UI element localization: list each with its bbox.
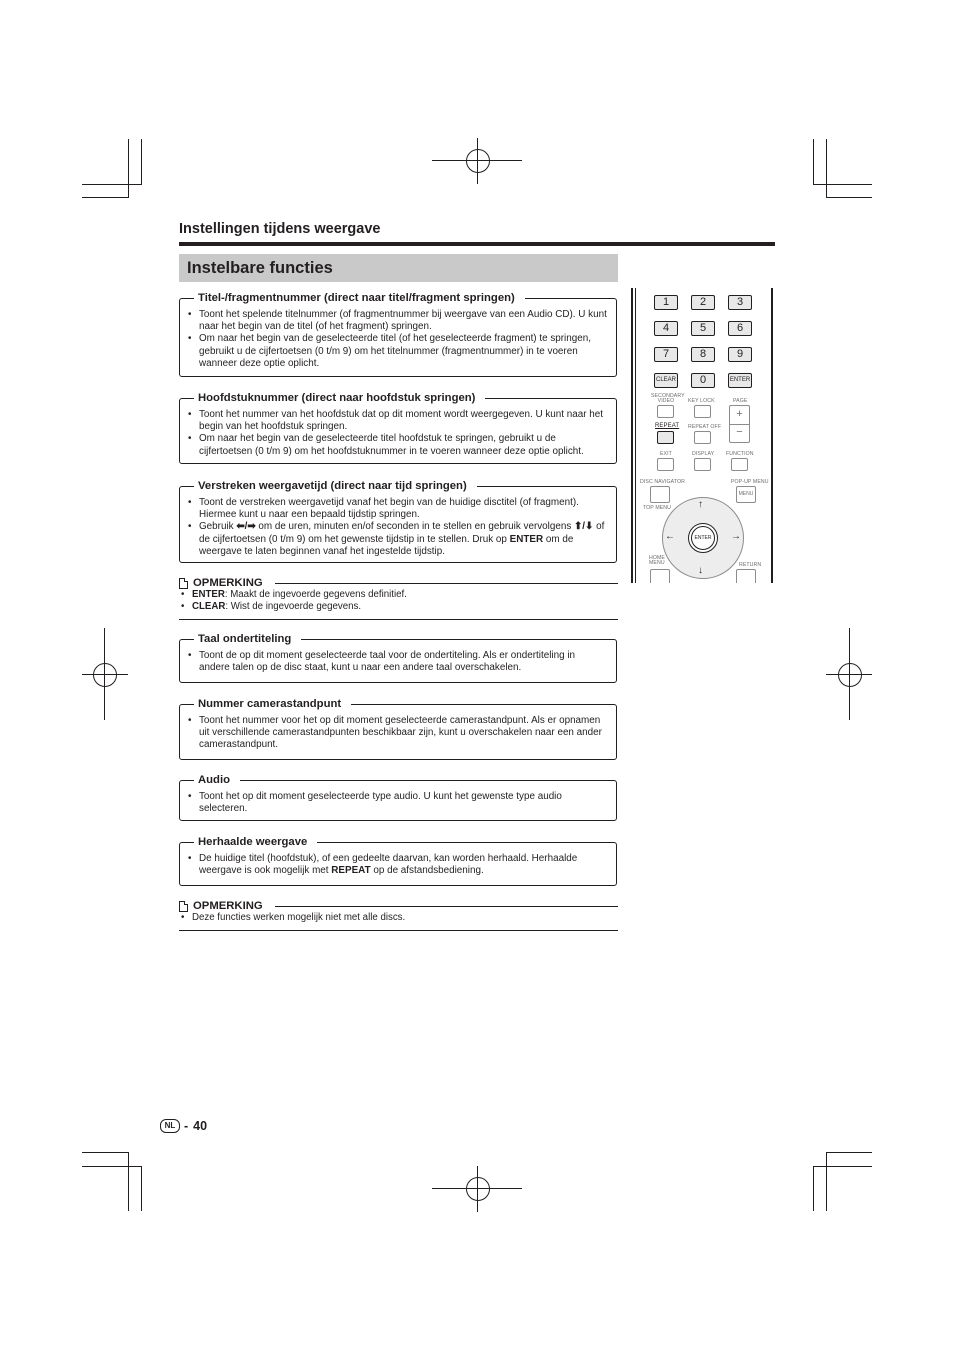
list-item: • Om naar het begin van de geselecteerde titel hoofdstuk te springen, gebruikt u de cijfertoetsen (0 t/m 9) om het hoofdstuknummer in te voeren wanneer deze optie oplicht. — [188, 433, 608, 457]
enter-center-key: ENTER — [691, 526, 715, 550]
page-plus-icon: + — [736, 408, 743, 420]
note-icon — [179, 578, 188, 589]
up-down-arrow-icon: ⬆/⬇ — [574, 521, 594, 533]
box-title: Titel-/fragmentnummer (direct naar titel/fragment springen) — [194, 290, 525, 306]
page-number-value: 40 — [193, 1119, 208, 1133]
key-0: 0 — [691, 373, 715, 388]
note-item: • CLEAR: Wist de ingevoerde gegevens. — [181, 601, 361, 613]
box-list — [188, 853, 608, 877]
top-menu-label: TOP MENU — [643, 505, 671, 511]
key-1: 1 — [654, 295, 678, 310]
box-title: Audio — [194, 772, 240, 788]
list-item: • Toont het op dit moment geselecteerde type audio. U kunt het gewenste type audio selecteren. — [188, 791, 608, 815]
box-chapter-number — [179, 392, 617, 464]
note-heading: OPMERKING — [179, 576, 263, 590]
box-list — [188, 715, 608, 752]
box-title: Hoofdstuknummer (direct naar hoofdstuk springen) — [194, 390, 485, 406]
up-arrow-icon: ↑ — [698, 499, 703, 510]
right-arrow-icon: → — [731, 531, 741, 542]
repeat-off-label: REPEAT OFF — [688, 424, 722, 430]
disc-navigator-label: DISC NAVIGATOR — [640, 479, 685, 485]
list-item: • Om naar het begin van de geselecteerde titel (of het geselecteerde fragment) te springen, gebruikt u de cijfertoetsen (0 t/m 9) om het titelnummer (fragmentnummer) in te voeren wanneer deze optie oplicht. — [188, 333, 608, 370]
note-1 — [179, 576, 618, 622]
key-3: 3 — [728, 295, 752, 310]
list-item: • Toont de verstreken weergavetijd vanaf het begin van de huidige disctitel (of fragment). Hiermee kunt u naar een bepaald tijdstip springen. — [188, 497, 608, 521]
box-title: Verstreken weergavetijd (direct naar tijd springen) — [194, 478, 477, 494]
list-item: • Gebruik ⬅/➡ om de uren, minuten en/of seconden in te stellen en gebruik vervolgens ⬆/⬇ of de cijfertoetsen (0 t/m 9) om het gewenste tijdstip in te stellen. Druk op ENTER om de weergave te laten beginnen vanaf het ingestelde tijdstip. — [188, 521, 608, 558]
page-label: PAGE — [733, 398, 748, 404]
display-key — [694, 458, 711, 471]
page-title-band — [179, 254, 618, 282]
return-label: RETURN — [739, 562, 762, 568]
list-item: • Toont het spelende titelnummer (of fragmentnummer bij weergave van een Audio CD). U kunt naar het begin van de titel (of het fragment) springen. — [188, 309, 608, 333]
key-4: 4 — [654, 321, 678, 336]
secondary-video-label: SECONDARY VIDEO — [651, 393, 685, 404]
left-right-arrow-icon: ⬅/➡ — [236, 521, 256, 533]
box-title: Taal ondertiteling — [194, 631, 301, 647]
list-item: • De huidige titel (hoofdstuk), of een gedeelte daarvan, kan worden herhaald. Herhaalde weergave is ook mogelijk met REPEAT op de afstandsbediening. — [188, 853, 608, 877]
page-number-separator: - — [184, 1119, 189, 1133]
box-title: Herhaalde weergave — [194, 834, 317, 850]
return-key — [736, 569, 756, 583]
box-list — [188, 409, 608, 458]
list-item: • Toont het nummer voor het op dit moment geselecteerde camerastandpunt. Als er opnamen uit verschillende camerastandpunten beschikbaar zijn, kunt u overschakelen naar een ander camerastandpunt. — [188, 715, 608, 752]
home-menu-key — [650, 569, 670, 583]
note-icon — [179, 901, 188, 912]
down-arrow-icon: ↓ — [698, 565, 703, 576]
page-rocker — [729, 405, 750, 443]
box-title-fragment-number — [179, 292, 617, 377]
language-badge: NL — [160, 1119, 180, 1133]
box-audio — [179, 774, 617, 821]
secondary-video-key — [657, 405, 674, 418]
repeat-off-key — [694, 431, 711, 444]
popup-menu-label: POP-UP MENU — [731, 479, 769, 485]
exit-key — [657, 458, 674, 471]
repeat-label: REPEAT — [655, 423, 680, 429]
directional-pad — [662, 497, 744, 579]
key-2: 2 — [691, 295, 715, 310]
key-6: 6 — [728, 321, 752, 336]
display-label: DISPLAY — [692, 451, 715, 457]
box-camera-angle — [179, 698, 617, 760]
note-item: • ENTER: Maakt de ingevoerde gegevens definitief. — [181, 589, 407, 601]
home-menu-label: HOME MENU — [649, 555, 665, 566]
box-list — [188, 309, 608, 370]
key-8: 8 — [691, 347, 715, 362]
section-header: Instellingen tijdens weergave — [179, 221, 381, 237]
remote-control-illustration — [631, 288, 776, 583]
menu-key: MENU — [736, 486, 756, 503]
page-title: Instelbare functies — [187, 259, 333, 277]
note-heading: OPMERKING — [179, 899, 263, 913]
repeat-key — [657, 431, 674, 444]
disc-navigator-key — [650, 486, 670, 503]
list-item: • Toont het nummer van het hoofdstuk dat op dit moment wordt weergegeven. U kunt naar het begin van het hoofdstuk springen. — [188, 409, 608, 433]
key-lock-key — [694, 405, 711, 418]
key-clear: CLEAR — [654, 373, 678, 388]
page-minus-icon: − — [736, 426, 743, 438]
function-label: FUNCTION — [726, 451, 754, 457]
list-item: • Toont de op dit moment geselecteerde taal voor de ondertiteling. Als er ondertiteling in andere talen op de disc staat, kunt u naar een andere taal overschakelen. — [188, 650, 608, 674]
box-elapsed-time — [179, 480, 617, 563]
key-lock-label: KEY LOCK — [688, 398, 715, 404]
left-arrow-icon: ← — [665, 531, 675, 542]
box-list — [188, 791, 608, 815]
note-2 — [179, 899, 618, 932]
key-9: 9 — [728, 347, 752, 362]
key-7: 7 — [654, 347, 678, 362]
note-item: • Deze functies werken mogelijk niet met alle discs. — [181, 912, 405, 924]
box-list — [188, 497, 608, 558]
function-key — [731, 458, 748, 471]
key-enter: ENTER — [728, 373, 752, 388]
box-list — [188, 650, 608, 674]
box-title: Nummer camerastandpunt — [194, 696, 351, 712]
box-repeat-playback — [179, 836, 617, 886]
section-rule — [179, 242, 775, 246]
page-number — [160, 1119, 207, 1133]
box-subtitle-language — [179, 633, 617, 683]
key-5: 5 — [691, 321, 715, 336]
exit-label: EXIT — [660, 451, 672, 457]
